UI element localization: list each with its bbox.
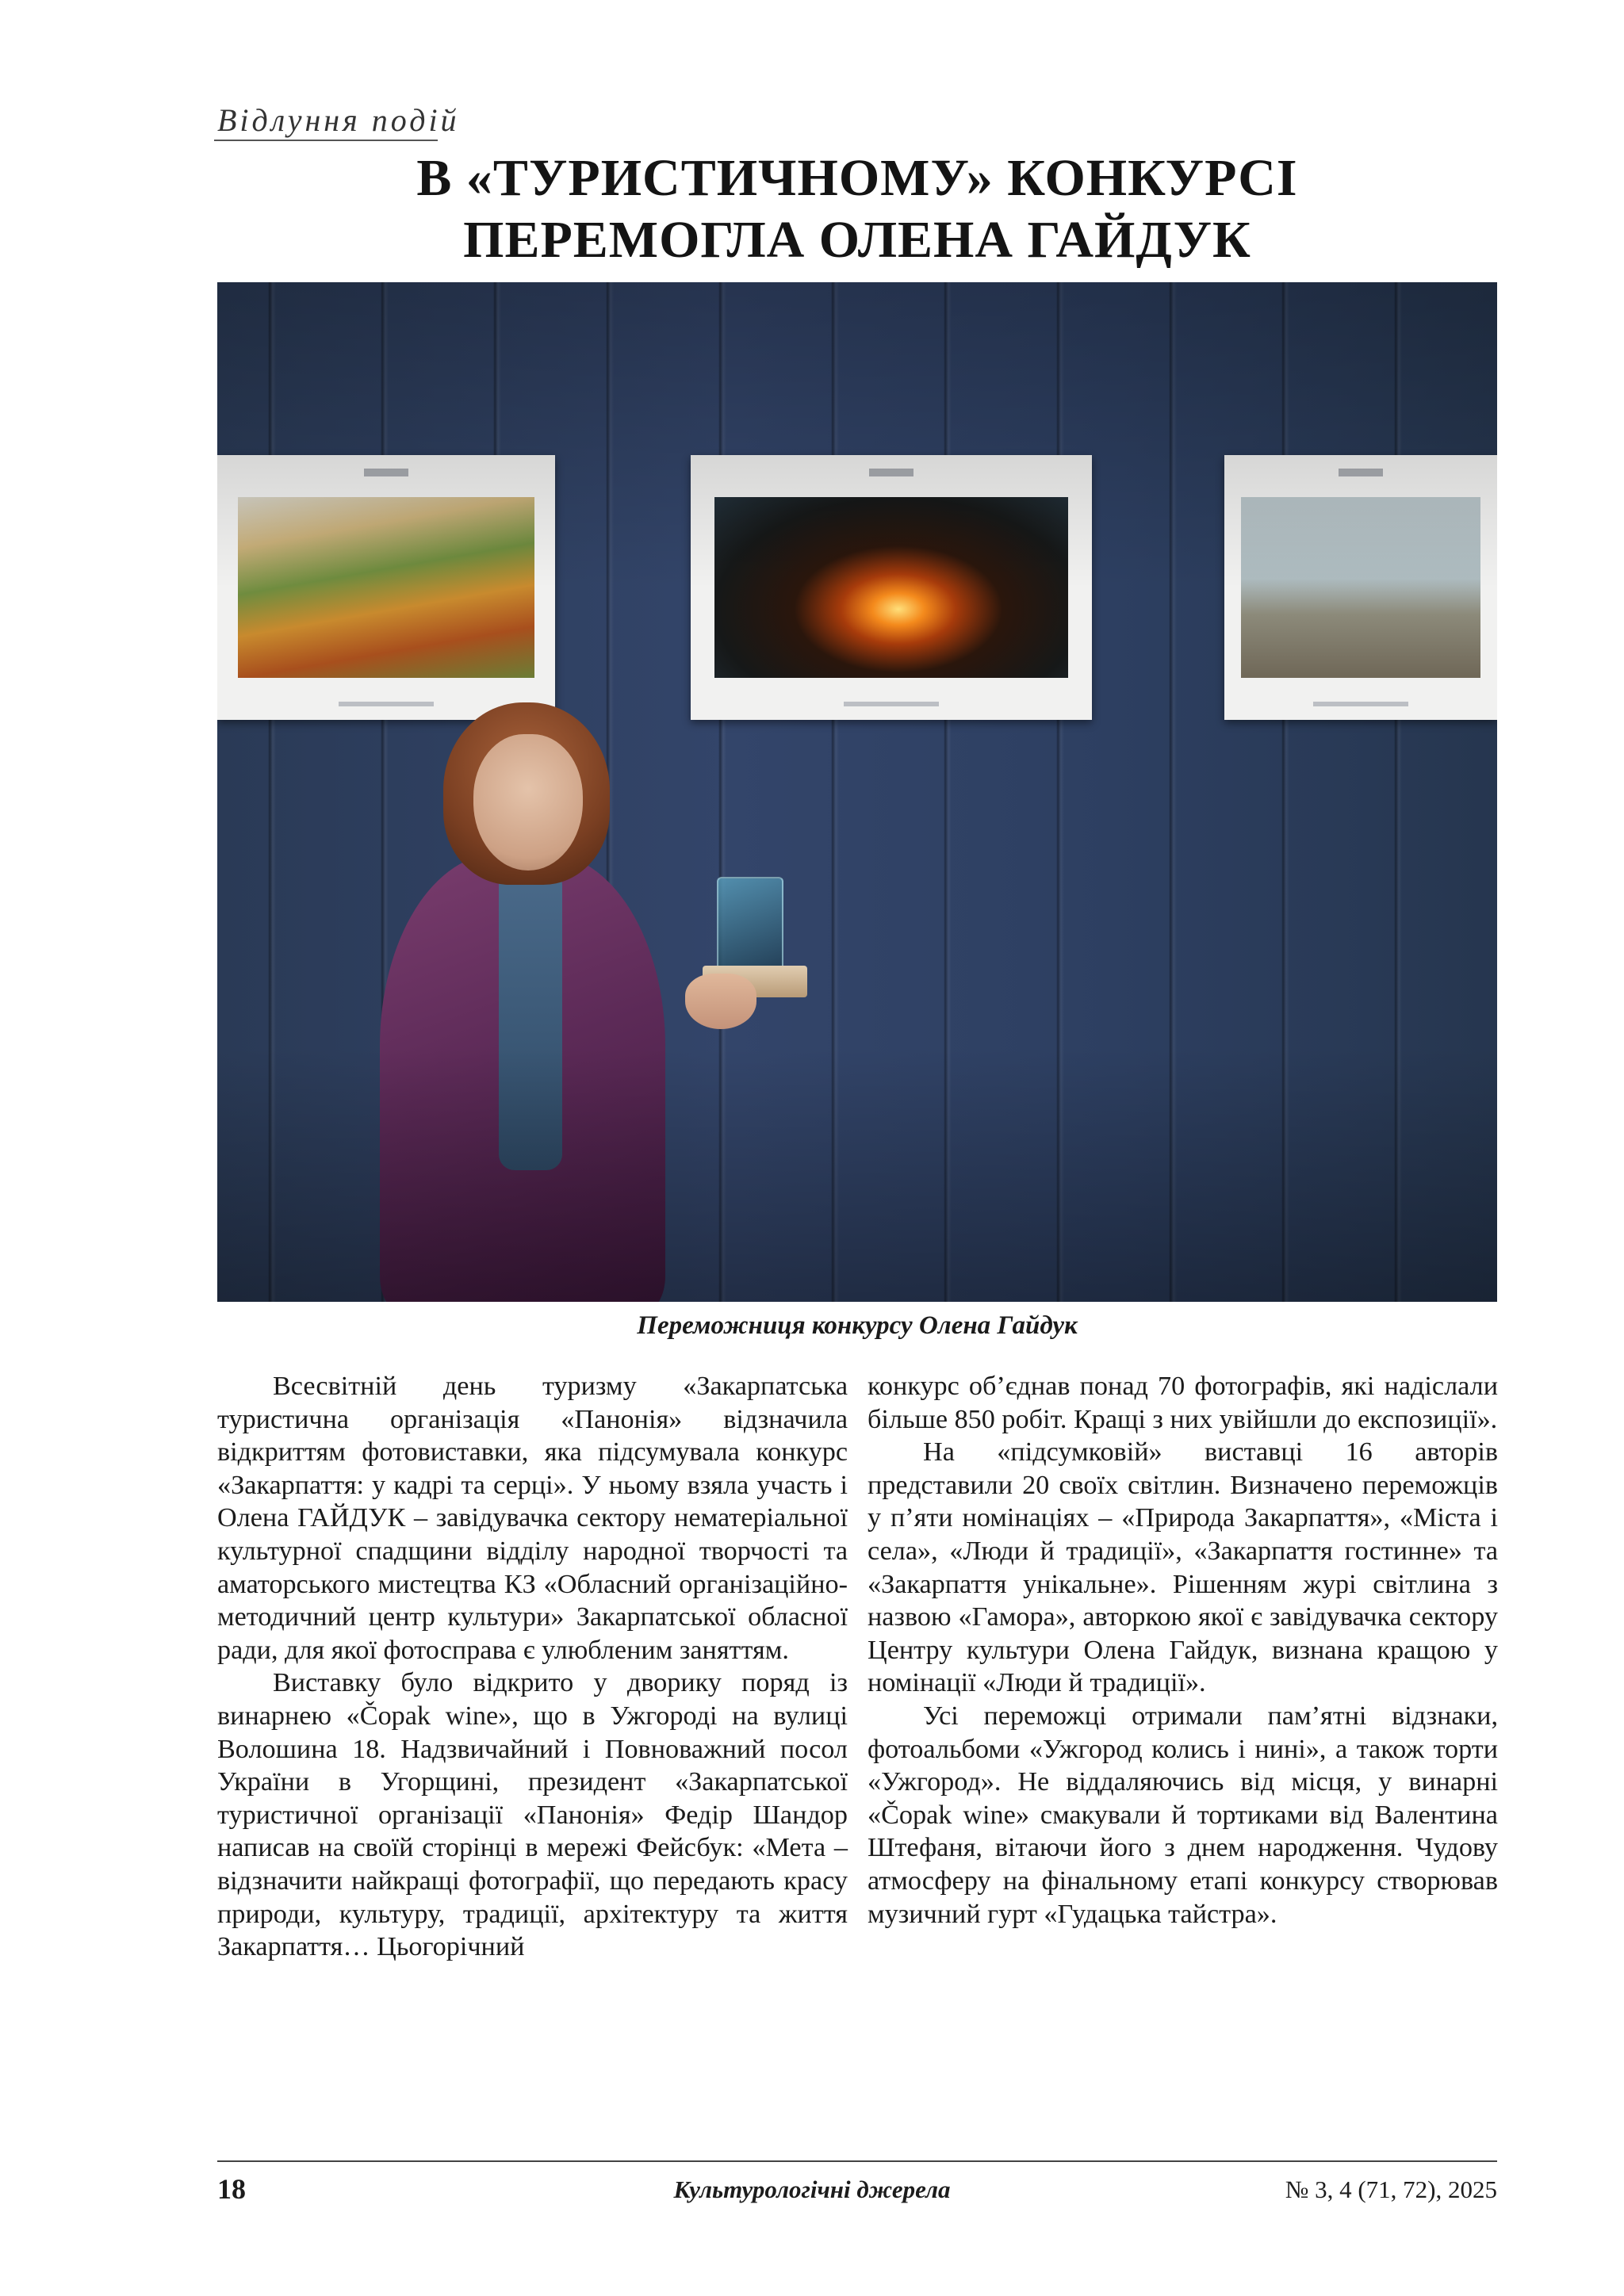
photo-caption: Переможниця конкурсу Олена Гайдук <box>637 1311 1078 1340</box>
paragraph: На «підсумковій» виставці 16 авторів представили 20 своїх світлин. Визначено переможців у п’яти номінаціях – «Природа Закарпаття», «Міста і села», «Люди й традиції», «Закарпаття гостинне» та «Закарпаття унікальне». Рішенням журі світлина з назвою «Гамора», авторкою якої є завідувачка сектору Центру культури Олена Гайдук, визнана кращою у номінації «Люди й традиції». <box>868 1437 1498 1698</box>
headline-line-1: В «ТУРИСТИЧНОМУ» КОНКУРСІ <box>416 149 1298 207</box>
paragraph: Усі переможці отримали пам’ятні відзнаки, фотоальбоми «Ужгород колись і нині», а також торти «Ужгород». Не віддаляючись від місця, у винарні «Čopak wine» смакували й тортиками від Валентина Штефаня, вітаючи його з днем народження. Чудову атмосферу на фінальному етапі конкурсу створював музичний гурт «Гудацька тайстра». <box>868 1701 1498 1929</box>
rubric: Відлуння подій <box>217 102 460 138</box>
main-photo <box>217 282 1497 1302</box>
footer-rule <box>217 2160 1497 2162</box>
journal-title: Культурологічні джерела <box>673 2175 951 2203</box>
paragraph: Виставку було відкрито у дворику поряд із винарнею «Čopak wine», що в Ужгороді на вулиці Волошина 18. Надзвичайний і Повноважний посол України в Угорщині, президент «Закарпатської туристичної організації «Панонія» Федір Шандор написав на своїй сторінці в мережі Фейсбук: «Мета – відзначити найкращі фотографії, що передають красу природи, культуру, традиції, архітектуру та життя Закарпаття… Цьогорічний <box>217 1668 848 1962</box>
photo-vignette <box>217 282 1497 1302</box>
paragraph-continued: конкурс об’єднав понад 70 фотографів, які надіслали більше 850 робіт. Кращі з них увійшли до експозиції». <box>868 1372 1498 1434</box>
headline-line-2: ПЕРЕМОГЛА ОЛЕНА ГАЙДУК <box>463 211 1251 269</box>
page-number: 18 <box>217 2173 246 2205</box>
article-column-right <box>868 1370 1498 1931</box>
headline <box>217 147 1497 271</box>
paragraph: Всесвітній день туризму «Закарпатська туристична організація «Панонія» відзначила відкриттям фотовиставки, яка підсумувала конкурс «Закарпаття: у кадрі та серці». У ньому взяла участь і Олена ГАЙДУК – завідувачка сектору нематеріальної культурної спадщини відділу народної творчості та аматорського мистецтва КЗ «Обласний організаційно-методичний центр культури» Закарпатської обласної ради, для якої фотосправа є улюбленим заняттям. <box>217 1372 848 1665</box>
rubric-underline <box>214 140 438 141</box>
issue-number: № 3, 4 (71, 72), 2025 <box>1285 2175 1497 2203</box>
article-column-left <box>217 1370 848 1964</box>
